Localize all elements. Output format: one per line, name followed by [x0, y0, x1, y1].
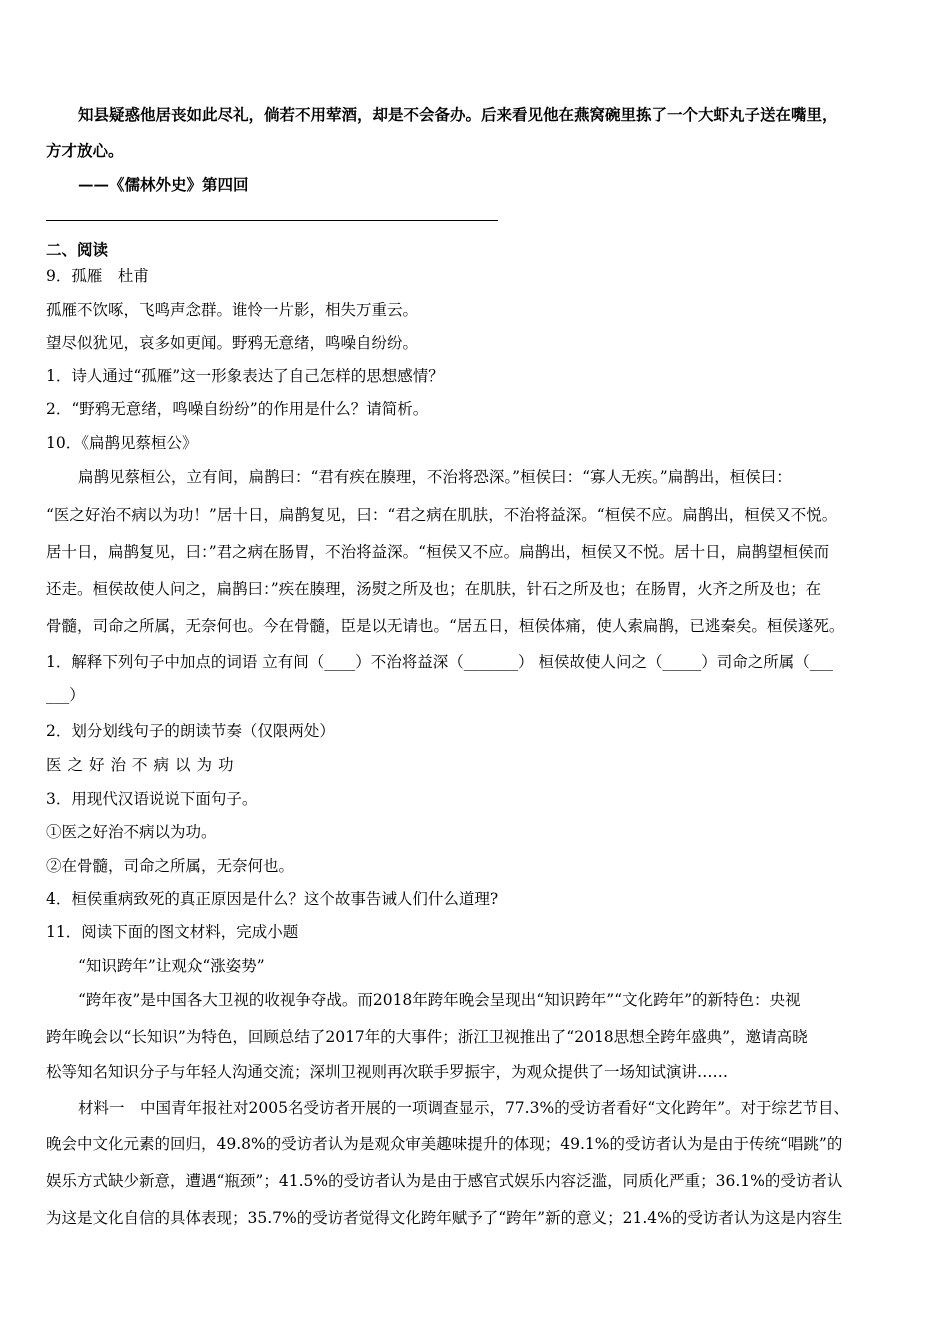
q9-title: 9．孤雁 杜甫 — [46, 267, 149, 285]
q10-reading-sentence: 医之好治不病以为功 — [46, 756, 240, 774]
q10-title: 10．《扁鹊见蔡桓公》 — [46, 434, 198, 452]
q11-intro-line-2: 跨年晚会以“长知识”为特色，回顾总结了2017年的大事件；浙江卫视推出了“2018思想全跨年盛典”，邀请高晓 — [46, 1028, 808, 1046]
q9-poem-line-2: 望尽似犹见，哀多如更闻。野鸦无意绪，鸣噪自纷纷。 — [46, 334, 419, 352]
q11-title: 11．阅读下面的图文材料，完成小题 — [46, 923, 299, 941]
q11-intro-line-1: “跨年夜”是中国各大卫视的收视争夺战。而2018年跨年晚会呈现出“知识跨年”“文化跨年”的新特色：央视 — [78, 991, 801, 1009]
section-title: 二、阅读 — [46, 240, 109, 259]
q10-passage-line-1: 扁鹊见蔡桓公，立有间，扁鹊曰：“君有疾在腠理，不治将恐深。”桓侯曰：“寡人无疾。”扁鹊出，桓侯曰： — [78, 468, 792, 486]
q9-sub-question-2: 2．“野鸦无意绪，鸣噪自纷纷”的作用是什么？请简析。 — [46, 400, 429, 418]
q10-passage-line-4: 还走。桓侯故使人问之，扁鹊曰：”疾在腠理，汤熨之所及也；在肌肤，针石之所及也；在肠胃，火齐之所及也；在 — [46, 580, 822, 598]
q11-material-1-line-3: 娱乐方式缺少新意，遭遇“瓶颈”；41.5%的受访者认为是由于感官式娱乐内容泛滥，同质化严重；36.1%的受访者认 — [46, 1172, 843, 1190]
section-divider — [46, 220, 498, 221]
quote-line-2: 方才放心。 — [46, 141, 124, 160]
q10-passage-line-5: 骨髓，司命之所属，无奈何也。今在骨髓，臣是以无请也。“居五日，桓侯体痛，使人索扁鹊，已逃秦矣。桓侯遂死。 — [46, 617, 845, 635]
q10-sub-question-1-cont: ___） — [46, 686, 85, 704]
q10-sub-question-3-a: ①医之好治不病以为功。 — [46, 823, 217, 841]
q10-passage-line-3: 居十日，扁鹊复见，曰：”君之病在肠胃，不治将益深。“桓侯又不应。扁鹊出，桓侯又不悦。居十日，扁鹊望桓侯而 — [46, 543, 830, 561]
q9-sub-question-1: 1．诗人通过“孤雁”这一形象表达了自己怎样的思想感情？ — [46, 367, 444, 385]
q10-sub-question-4: 4．桓侯重病致死的真正原因是什么？这个故事告诫人们什么道理? — [46, 890, 499, 908]
q11-material-1-line-1: 材料一 中国青年报社对2005名受访者开展的一项调查显示，77.3%的受访者看好“文化跨年”。对于综艺节目、 — [78, 1099, 850, 1117]
q11-material-1-line-2: 晚会中文化元素的回归，49.8%的受访者认为是观众审美趣味提升的体现；49.1%的受访者认为是由于传统“唱跳”的 — [46, 1135, 843, 1153]
q10-passage-line-2: “医之好治不病以为功！”居十日，扁鹊复见，曰：“君之病在肌肤，不治将益深。“桓侯不应。扁鹊出，桓侯又不悦。 — [46, 506, 838, 524]
q10-sub-question-1: 1．解释下列句子中加点的词语 立有间（____）不治将益深（_______） 桓侯故使人问之（_____）司命之所属（___ — [46, 653, 833, 671]
q11-material-1-line-4: 为这是文化自信的具体表现；35.7%的受访者觉得文化跨年赋予了“跨年”新的意义；21.4%的受访者认为这是内容生 — [46, 1209, 843, 1227]
q10-sub-question-2: 2．划分划线句子的朗读节奏（仅限两处） — [46, 722, 335, 740]
q10-sub-question-3-b: ②在骨髓，司命之所属，无奈何也。 — [46, 857, 295, 875]
q9-poem-line-1: 孤雁不饮啄，飞鸣声念群。谁怜一片影，相失万重云。 — [46, 301, 419, 319]
q11-intro-line-3: 松等知名知识分子与年轻人沟通交流；深圳卫视则再次联手罗振宇，为观众提供了一场知试演讲…… — [46, 1063, 729, 1081]
quote-line-1: 知县疑惑他居丧如此尽礼，倘若不用荤酒，却是不会备办。后来看见他在燕窝碗里拣了一个大虾丸子送在嘴里， — [78, 105, 838, 124]
q10-sub-question-3: 3．用现代汉语说说下面句子。 — [46, 790, 258, 808]
q11-headline: “知识跨年”让观众“涨姿势” — [78, 957, 265, 975]
quote-source: ——《儒林外史》第四回 — [78, 175, 249, 194]
